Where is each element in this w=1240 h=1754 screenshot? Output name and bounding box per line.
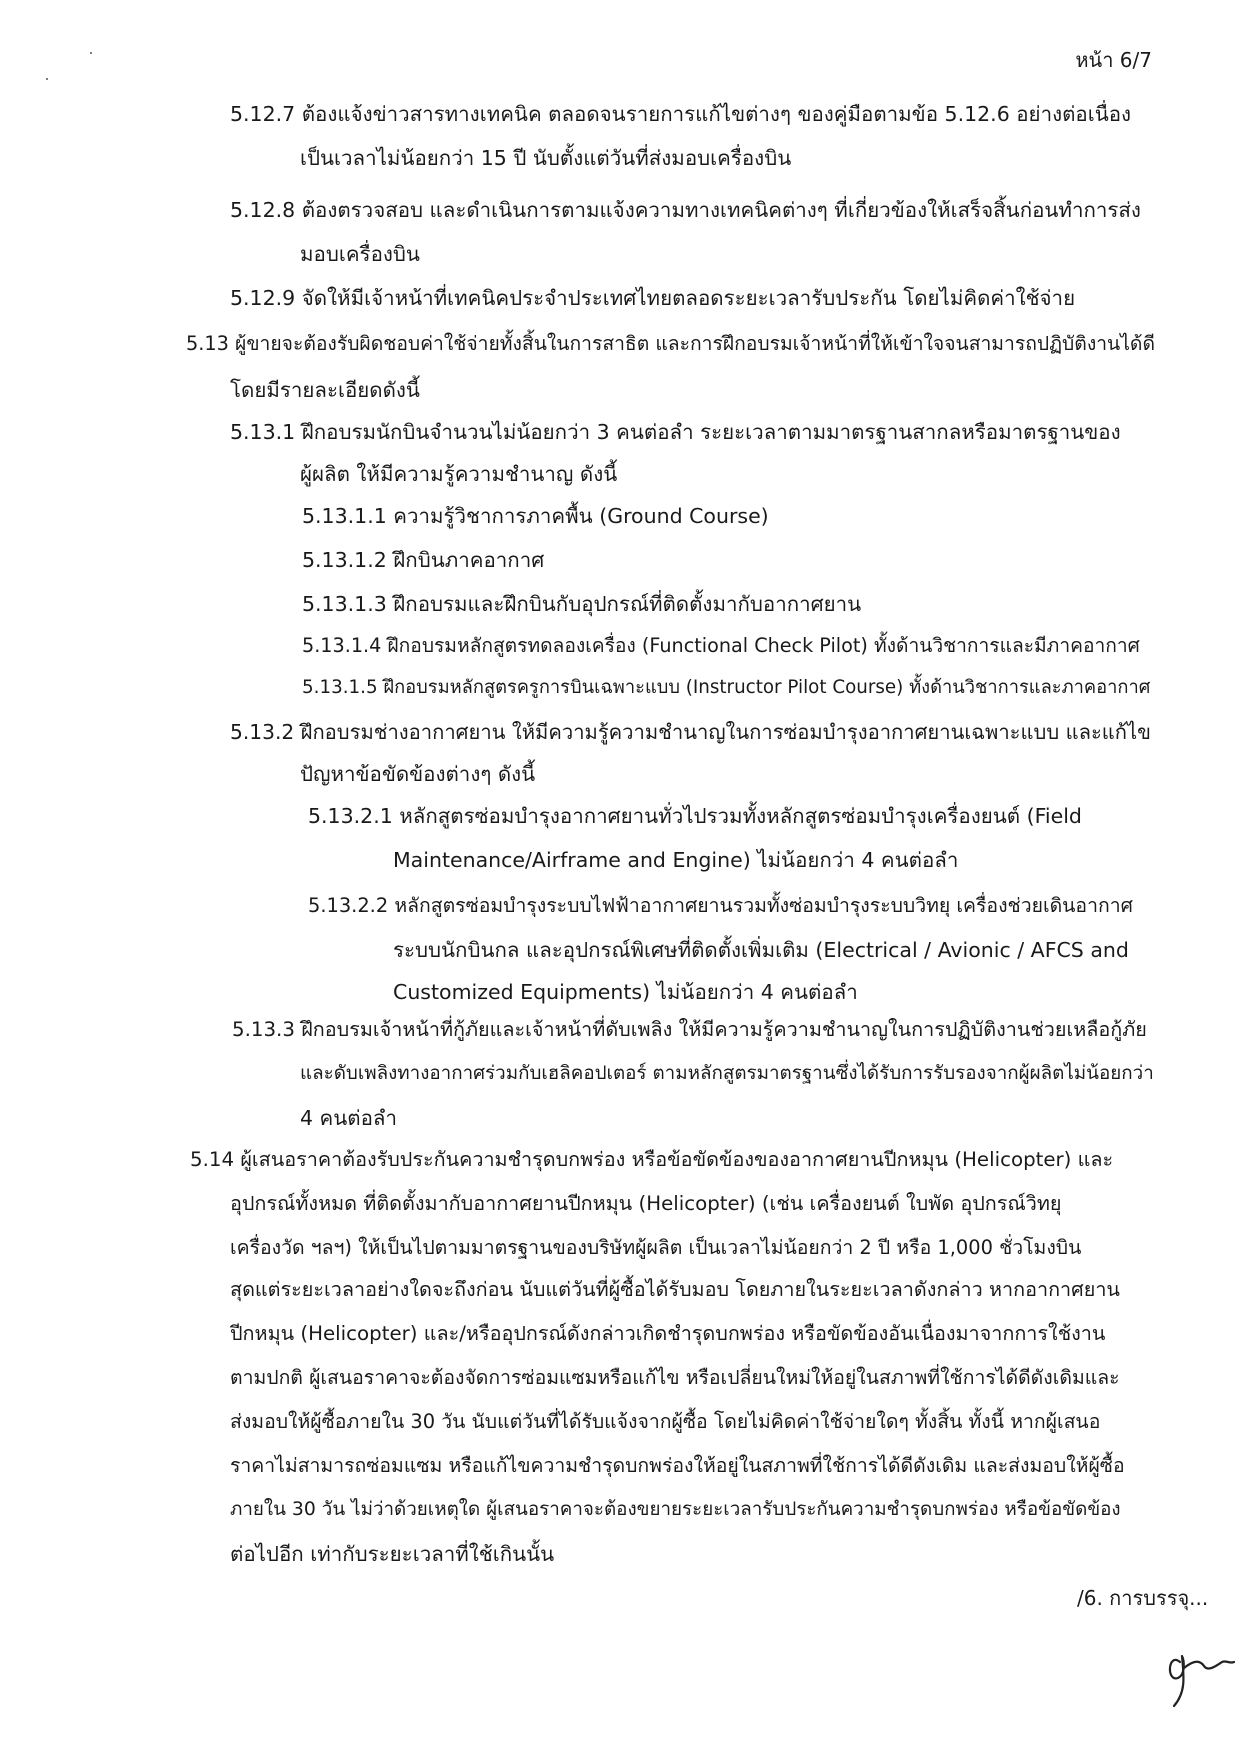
page-number: หน้า 6/7 <box>1075 48 1152 72</box>
clause-5-14-line-4: สุดแต่ระยะเวลาอย่างใดจะถึงก่อน นับแต่วันที่ผู้ซื้อได้รับมอบ โดยภายในระยะเวลาดังกล่าว หากอากาศยาน <box>230 1278 1120 1301</box>
clause-5-12-8-line-1: 5.12.8 ต้องตรวจสอบ และดำเนินการตามแจ้งความทางเทคนิคต่างๆ ที่เกี่ยวข้องให้เสร็จสิ้นก่อนทำการส่ง <box>230 198 1141 222</box>
clause-5-13-2-2-line-1: 5.13.2.2 หลักสูตรซ่อมบำรุงระบบไฟฟ้าอากาศยานรวมทั้งซ่อมบำรุงระบบวิทยุ เครื่องช่วยเดินอากาศ <box>308 894 1133 917</box>
clause-5-14-line-7: ส่งมอบให้ผู้ซื้อภายใน 30 วัน นับแต่วันที่ได้รับแจ้งจากผู้ซื้อ โดยไม่คิดค่าใช้จ่ายใดๆ ทั้งสิ้น ทั้งนี้ หากผู้เสนอ <box>230 1410 1101 1433</box>
clause-5-13-2-2-line-2: ระบบนักบินกล และอุปกรณ์พิเศษที่ติดตั้งเพิ่มเติม (Electrical / Avionic / AFCS and <box>393 938 1129 962</box>
clause-5-13-2-1-line-2: Maintenance/Airframe and Engine) ไม่น้อยกว่า 4 คนต่อลำ <box>393 848 959 872</box>
clause-5-14-line-9: ภายใน 30 วัน ไม่ว่าด้วยเหตุใด ผู้เสนอราคาจะต้องขยายระยะเวลารับประกันความชำรุดบกพร่อง หรือข้อขัดข้อง <box>230 1499 1121 1520</box>
clause-5-13-2-2-line-3: Customized Equipments) ไม่น้อยกว่า 4 คนต่อลำ <box>393 980 858 1004</box>
clause-5-13-1-1: 5.13.1.1 ความรู้วิชาการภาคพื้น (Ground Course) <box>302 504 769 528</box>
clause-5-13-1-line-1: 5.13.1 ฝึกอบรมนักบินจำนวนไม่น้อยกว่า 3 คนต่อลำ ระยะเวลาตามมาตรฐานสากลหรือมาตรฐานของ <box>230 420 1121 444</box>
clause-5-13-2-1-line-1: 5.13.2.1 หลักสูตรซ่อมบำรุงอากาศยานทั่วไปรวมทั้งหลักสูตรซ่อมบำรุงเครื่องยนต์ (Field <box>308 804 1082 828</box>
clause-5-12-7-line-2: เป็นเวลาไม่น้อยกว่า 15 ปี นับตั้งแต่วันที่ส่งมอบเครื่องบิน <box>300 146 792 170</box>
clause-5-13-1-3: 5.13.1.3 ฝึกอบรมและฝึกบินกับอุปกรณ์ที่ติดตั้งมากับอากาศยาน <box>302 592 862 616</box>
clause-5-12-8-line-2: มอบเครื่องบิน <box>300 242 420 266</box>
scan-speck <box>90 52 92 54</box>
clause-5-14-line-10: ต่อไปอีก เท่ากับระยะเวลาที่ใช้เกินนั้น <box>230 1542 555 1566</box>
clause-5-13-1-2: 5.13.1.2 ฝึกบินภาคอากาศ <box>302 548 545 572</box>
clause-5-13-2-line-1: 5.13.2 ฝึกอบรมช่างอากาศยาน ให้มีความรู้ความชำนาญในการซ่อมบำรุงอากาศยานเฉพาะแบบ และแก้ไข <box>230 720 1151 744</box>
clause-5-13-3-line-2: และดับเพลิงทางอากาศร่วมกับเฮลิคอปเตอร์ ตามหลักสูตรมาตรฐานซึ่งได้รับการรับรองจากผู้ผลิตไม่น้อยกว่า <box>300 1063 1154 1084</box>
clause-5-13-line-1: 5.13 ผู้ขายจะต้องรับผิดชอบค่าใช้จ่ายทั้งสิ้นในการสาธิต และการฝึกอบรมเจ้าหน้าที่ให้เข้าใจจนสามารถปฏิบัติงานได้ดี <box>186 332 1155 355</box>
clause-5-13-3-line-1: 5.13.3 ฝึกอบรมเจ้าหน้าที่กู้ภัยและเจ้าหน้าที่ดับเพลิง ให้มีความรู้ความชำนาญในการปฏิบัติงานช่วยเหลือกู้ภัย <box>232 1018 1147 1041</box>
signature-icon <box>1160 1622 1240 1712</box>
continuation-footer: /6. การบรรจุ... <box>1077 1586 1209 1610</box>
clause-5-14-line-8: ราคาไม่สามารถซ่อมแซม หรือแก้ไขความชำรุดบกพร่องให้อยู่ในสภาพที่ใช้การได้ดีดังเดิม และส่งมอบให้ผู้ซื้อ <box>230 1454 1125 1477</box>
clause-5-12-7-line-1: 5.12.7 ต้องแจ้งข่าวสารทางเทคนิค ตลอดจนรายการแก้ไขต่างๆ ของคู่มือตามข้อ 5.12.6 อย่างต่อเนื่อง <box>230 102 1132 126</box>
clause-5-13-1-5: 5.13.1.5 ฝึกอบรมหลักสูตรครูการบินเฉพาะแบบ (Instructor Pilot Course) ทั้งด้านวิชาการและภาคอากาศ <box>302 677 1151 698</box>
clause-5-13-1-4: 5.13.1.4 ฝึกอบรมหลักสูตรทดลองเครื่อง (Functional Check Pilot) ทั้งด้านวิชาการและมีภาคอากาศ <box>302 634 1140 657</box>
clause-5-14-line-6: ตามปกติ ผู้เสนอราคาจะต้องจัดการซ่อมแซมหรือแก้ไข หรือเปลี่ยนใหม่ให้อยู่ในสภาพที่ใช้การได้ดีดังเดิมและ <box>230 1366 1120 1389</box>
clause-5-13-1-line-2: ผู้ผลิต ให้มีความรู้ความชำนาญ ดังนี้ <box>300 462 618 486</box>
clause-5-14-line-5: ปีกหมุน (Helicopter) และ/หรืออุปกรณ์ดังกล่าวเกิดชำรุดบกพร่อง หรือขัดข้องอันเนื่องมาจากการใช้งาน <box>230 1322 1106 1345</box>
scan-speck <box>46 78 48 80</box>
clause-5-14-line-1: 5.14 ผู้เสนอราคาต้องรับประกันความชำรุดบกพร่อง หรือข้อขัดข้องของอากาศยานปีกหมุน (Helicopter) และ <box>190 1148 1114 1171</box>
clause-5-12-9: 5.12.9 จัดให้มีเจ้าหน้าที่เทคนิคประจำประเทศไทยตลอดระยะเวลารับประกัน โดยไม่คิดค่าใช้จ่าย <box>230 286 1076 310</box>
clause-5-14-line-3: เครื่องวัด ฯลฯ) ให้เป็นไปตามมาตรฐานของบริษัทผู้ผลิต เป็นเวลาไม่น้อยกว่า 2 ปี หรือ 1,000 ชั่วโมงบิน <box>230 1236 1082 1259</box>
clause-5-14-line-2: อุปกรณ์ทั้งหมด ที่ติดตั้งมากับอากาศยานปีกหมุน (Helicopter) (เช่น เครื่องยนต์ ใบพัด อุปกรณ์วิทยุ <box>230 1192 1062 1215</box>
clause-5-13-line-2: โดยมีรายละเอียดดังนี้ <box>230 378 420 402</box>
clause-5-13-2-line-2: ปัญหาข้อขัดข้องต่างๆ ดังนี้ <box>300 762 536 786</box>
clause-5-13-3-line-3: 4 คนต่อลำ <box>300 1106 397 1130</box>
